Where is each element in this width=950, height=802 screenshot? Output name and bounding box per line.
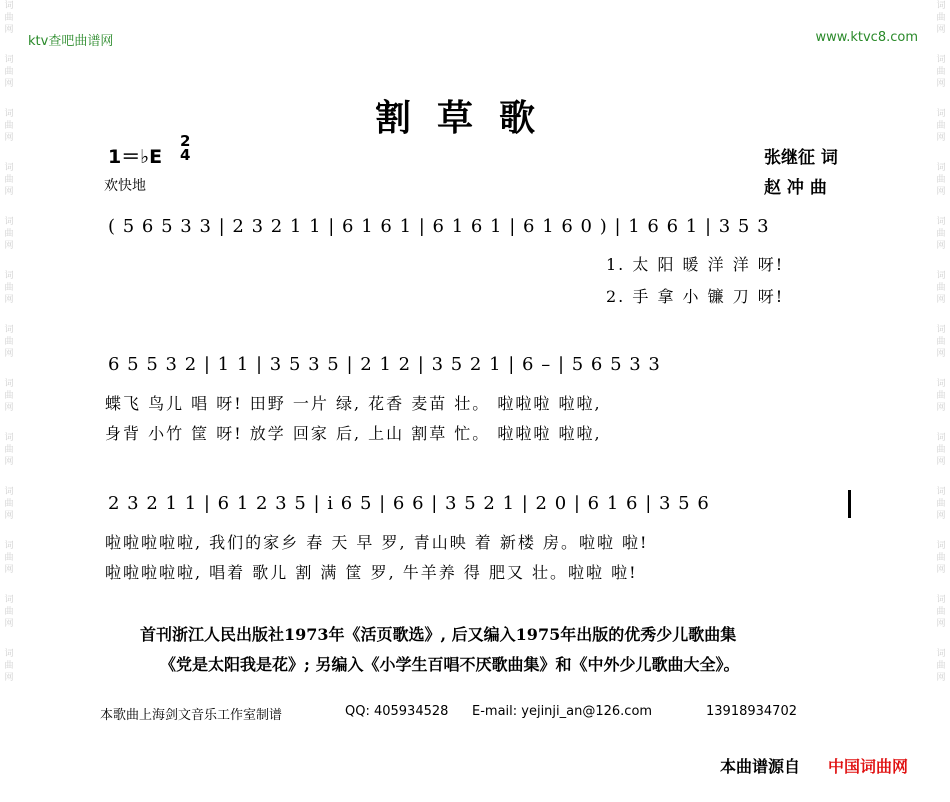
publication-note-line-1: 首刊浙江人民出版社1973年《活页歌选》, 后又编入1975年出版的优秀少儿歌曲集	[140, 625, 737, 644]
footer-qq: QQ: 405934528	[345, 704, 449, 719]
score-line-2-notes: 6 5 5 3 2 | 1 1 | 3 5 3 5 | 2 1 2 | 3 5 2 1 | 6 – | 5 6 5 3 3	[108, 354, 661, 375]
score-line-3-lyric-verse-1: 啦啦啦啦啦, 我们的家乡 春 天 早 罗, 青山映 着 新楼 房。啦啦 啦!	[105, 533, 649, 552]
song-title: 割草歌	[375, 98, 562, 139]
side-watermark-left: 词曲网 词曲网 词曲网 词曲网 词曲网 词曲网 词曲网 词曲网 词曲网 词曲网 词曲网 词曲网 词曲网	[4, 1, 14, 683]
side-watermark-right: 词曲网 词曲网 词曲网 词曲网 词曲网 词曲网 词曲网 词曲网 词曲网 词曲网 词曲网 词曲网 词曲网	[936, 1, 946, 683]
score-line-3-notes: 2 3 2 1 1 | 6 1 2 3 5 | i 6 5 | 6 6 | 3 5 2 1 | 2 0 | 6 1 6 | 3 5 6	[108, 493, 710, 514]
footer-email: E-mail: yejinji_an@126.com	[472, 704, 653, 719]
source-site-link[interactable]: 中国词曲网	[828, 757, 909, 776]
footer-producer: 本歌曲上海剑文音乐工作室制谱	[100, 708, 283, 723]
source-prefix: 本曲谱源自	[720, 757, 801, 776]
footer-phone: 13918934702	[706, 704, 797, 719]
score-line-2-lyric-verse-2: 身背 小竹 筐 呀! 放学 回家 后, 上山 割草 忙。 啦啦啦 啦啦,	[105, 424, 602, 443]
time-bottom: 4	[180, 146, 191, 164]
site-link-right[interactable]: www.ktvc8.com	[815, 30, 918, 45]
score-line-3-lyric-verse-2: 啦啦啦啦啦, 唱着 歌儿 割 满 筐 罗, 牛羊养 得 肥又 壮。啦啦 啦!	[105, 563, 638, 582]
score-line-1-lyric-verse-1: 1. 太 阳 暖 洋 洋 呀!	[606, 255, 785, 274]
composer-credit: 赵 冲 曲	[764, 178, 827, 198]
tempo-marking: 欢快地	[104, 178, 146, 194]
key-signature: 1＝♭E	[108, 146, 163, 168]
final-barline	[848, 490, 851, 518]
score-line-1-notes: ( 5 6 5 3 3 | 2 3 2 1 1 | 6 1 6 1 | 6 1 6 1 | 6 1 6 0 ) | 1 6 6 1 | 3 5 3	[108, 216, 770, 237]
site-link-left[interactable]: ktv查吧曲谱网	[28, 34, 114, 49]
time-top: 2	[180, 132, 191, 150]
score-line-2-lyric-verse-1: 蝶飞 鸟儿 唱 呀! 田野 一片 绿, 花香 麦苗 壮。 啦啦啦 啦啦,	[105, 394, 602, 413]
publication-note-line-2: 《党是太阳我是花》; 另编入《小学生百唱不厌歌曲集》和《中外少儿歌曲大全》。	[160, 655, 740, 674]
score-line-1-lyric-verse-2: 2. 手 拿 小 镰 刀 呀!	[606, 287, 785, 306]
lyricist-credit: 张继征 词	[764, 148, 838, 168]
time-signature	[180, 134, 190, 162]
